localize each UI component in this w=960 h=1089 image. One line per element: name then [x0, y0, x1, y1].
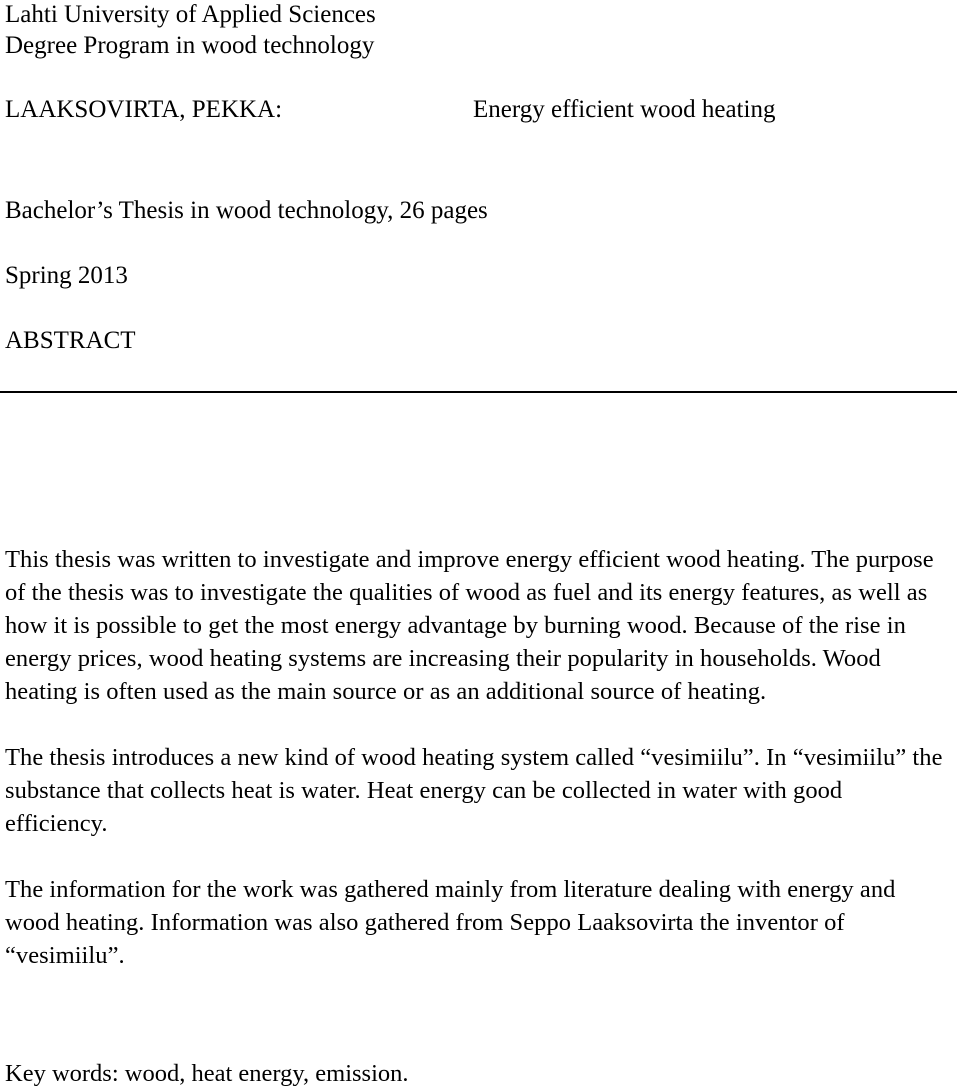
author-title-row [5, 95, 825, 125]
degree-program: Degree Program in wood technology [5, 32, 375, 59]
thesis-info: Bachelor’s Thesis in wood technology, 26 pages [5, 197, 488, 224]
keywords: Key words: wood, heat energy, emission. [5, 1060, 409, 1087]
term: Spring 2013 [5, 262, 128, 289]
horizontal-rule [0, 391, 957, 393]
author-name: LAAKSOVIRTA, PEKKA: [5, 96, 283, 123]
section-label: ABSTRACT [5, 327, 136, 354]
abstract-paragraph: This thesis was written to investigate and improve energy efficient wood heating. The purpose of the thesis was to investigate the qualities of wood as fuel and its energy features, as well as how it is possible to get the most energy advantage by burning wood. Because of the rise in energy prices, wood heating systems are increasing their popularity in households. Wood heating is often used as the main source or as an additional source of heating. [5, 546, 934, 705]
abstract-body [5, 543, 950, 972]
thesis-title: Energy efficient wood heating [473, 96, 776, 123]
institution-name: Lahti University of Applied Sciences [5, 1, 376, 28]
abstract-paragraph: The thesis introduces a new kind of wood heating system called “vesimiilu”. In “vesimiilu” the substance that collects heat is water. Heat energy can be collected in water with good efficiency. [5, 744, 943, 837]
abstract-paragraph: The information for the work was gathered mainly from literature dealing with energy and wood heating. Information was also gathered from Seppo Laaksovirta the inventor of “vesimiilu”. [5, 876, 896, 969]
